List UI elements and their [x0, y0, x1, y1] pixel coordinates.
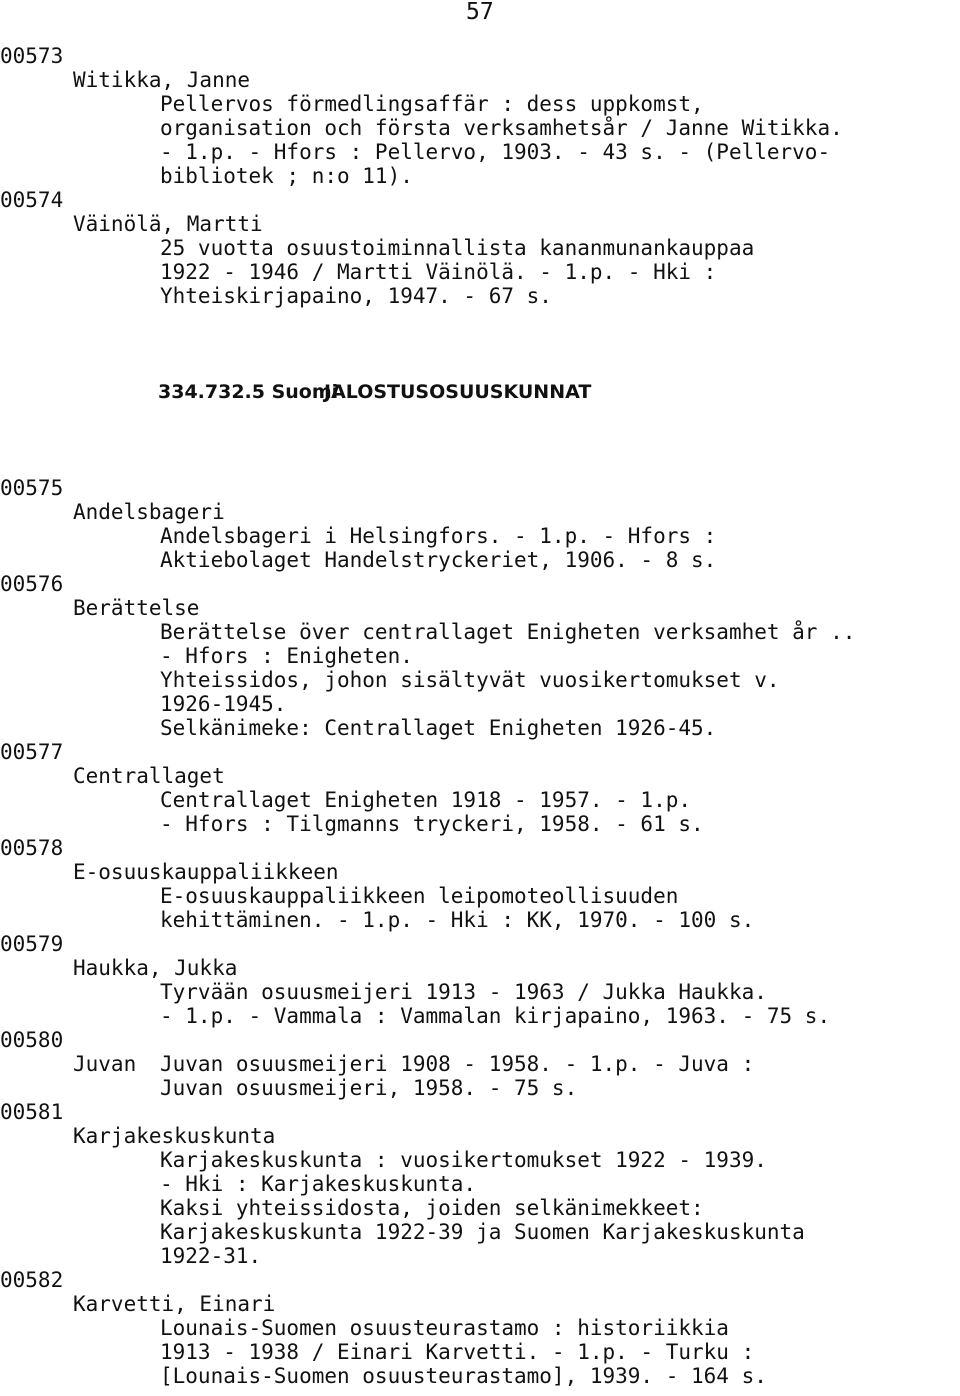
entry-heading: Karjakeskuskunta — [73, 1124, 276, 1148]
entry-description-line: 25 vuotta osuustoiminnallista kananmunankauppaa — [160, 236, 755, 260]
entry-description-line: E-osuuskauppaliikkeen leipomoteollisuuden — [160, 884, 679, 908]
entry-number: 00581 — [0, 1100, 64, 1124]
entry-heading: Väinölä, Martti — [73, 212, 263, 236]
entry-heading: E-osuuskauppaliikkeen — [73, 860, 339, 884]
entry-number: 00573 — [0, 44, 64, 68]
catalog-entry — [0, 836, 960, 932]
catalog-entry — [0, 476, 960, 572]
entry-description-line: Karjakeskuskunta : vuosikertomukset 1922 - 1939. — [160, 1148, 767, 1172]
catalog-entry — [0, 1028, 960, 1100]
entry-description-line: 1926-1945. — [160, 692, 287, 716]
entry-description-line: Juvan osuusmeijeri 1908 - 1958. - 1.p. - Juva : — [160, 1052, 755, 1076]
spacer — [0, 404, 960, 476]
entry-heading: Witikka, Janne — [73, 68, 251, 92]
catalog-entry — [0, 572, 960, 740]
entry-description-line: Yhteissidos, johon sisältyvät vuosikertomukset v. — [160, 668, 780, 692]
entry-description-line: Juvan osuusmeijeri, 1958. - 75 s. — [160, 1076, 578, 1100]
entry-heading: Haukka, Jukka — [73, 956, 238, 980]
catalog-entry — [0, 740, 960, 836]
entries-after-section — [0, 476, 960, 1388]
entry-description-line: Aktiebolaget Handelstryckeriet, 1906. - 8 s. — [160, 548, 717, 572]
page-number: 57 — [466, 0, 494, 25]
entry-heading: Centrallaget — [73, 764, 225, 788]
entry-number: 00580 — [0, 1028, 64, 1052]
entry-description-line: Centrallaget Enigheten 1918 - 1957. - 1.p. — [160, 788, 692, 812]
entry-description-line: - 1.p. - Hfors : Pellervo, 1903. - 43 s. - (Pellervo- — [160, 140, 831, 164]
entry-heading: Karvetti, Einari — [73, 1292, 276, 1316]
entry-number: 00582 — [0, 1268, 64, 1292]
catalog-entries — [0, 44, 960, 1388]
entry-number: 00576 — [0, 572, 64, 596]
entry-heading: Juvan — [73, 1052, 137, 1076]
entry-description-line: bibliotek ; n:o 11). — [160, 164, 413, 188]
entry-description-line: - 1.p. - Vammala : Vammalan kirjapaino, 1963. - 75 s. — [160, 1004, 831, 1028]
catalog-entry — [0, 188, 960, 308]
entry-description-line: - Hfors : Tilgmanns tryckeri, 1958. - 61 s. — [160, 812, 704, 836]
entries-before-section — [0, 44, 960, 308]
entry-number: 00577 — [0, 740, 64, 764]
entry-description-line: Karjakeskuskunta 1922-39 ja Suomen Karjakeskuskunta — [160, 1220, 805, 1244]
entry-description-line: 1913 - 1938 / Einari Karvetti. - 1.p. - Turku : — [160, 1340, 755, 1364]
entry-description-line: [Lounais-Suomen osuusteurastamo], 1939. - 164 s. — [160, 1364, 767, 1388]
entry-description-line: Kaksi yhteissidosta, joiden selkänimekkeet: — [160, 1196, 704, 1220]
entry-heading: Berättelse — [73, 596, 200, 620]
entry-heading-row — [0, 1052, 960, 1076]
entry-description-line: 1922 - 1946 / Martti Väinölä. - 1.p. - Hki : — [160, 260, 717, 284]
catalog-entry — [0, 1268, 960, 1388]
classification-code: 334.732.5 Suomi — [158, 381, 339, 403]
catalog-entry — [0, 932, 960, 1028]
entry-description-line: - Hfors : Enigheten. — [160, 644, 413, 668]
classification-subject: JALOSTUSOSUUSKUNNAT — [324, 381, 592, 403]
entry-number: 00578 — [0, 836, 64, 860]
entry-number: 00579 — [0, 932, 64, 956]
spacer — [0, 308, 960, 380]
entry-description-line: Tyrvään osuusmeijeri 1913 - 1963 / Jukka Haukka. — [160, 980, 767, 1004]
entry-number: 00575 — [0, 476, 64, 500]
entry-description-line: Pellervos förmedlingsaffär : dess uppkomst, — [160, 92, 704, 116]
entry-description-line: Selkänimeke: Centrallaget Enigheten 1926-45. — [160, 716, 717, 740]
entry-description-line: - Hki : Karjakeskuskunta. — [160, 1172, 477, 1196]
entry-description-line: organisation och första verksamhetsår / Janne Witikka. — [160, 116, 843, 140]
entry-description-line: kehittäminen. - 1.p. - Hki : KK, 1970. - 100 s. — [160, 908, 755, 932]
entry-description-line: Berättelse över centrallaget Enigheten verksamhet år .. — [160, 620, 856, 644]
catalog-entry — [0, 44, 960, 188]
entry-description-line: Yhteiskirjapaino, 1947. - 67 s. — [160, 284, 552, 308]
entry-heading: Andelsbageri — [73, 500, 225, 524]
classification-heading — [0, 380, 960, 404]
entry-description-line: 1922-31. — [160, 1244, 262, 1268]
entry-description-line: Lounais-Suomen osuusteurastamo : historiikkia — [160, 1316, 729, 1340]
catalog-entry — [0, 1100, 960, 1268]
entry-number: 00574 — [0, 188, 64, 212]
entry-description-line: Andelsbageri i Helsingfors. - 1.p. - Hfors : — [160, 524, 717, 548]
